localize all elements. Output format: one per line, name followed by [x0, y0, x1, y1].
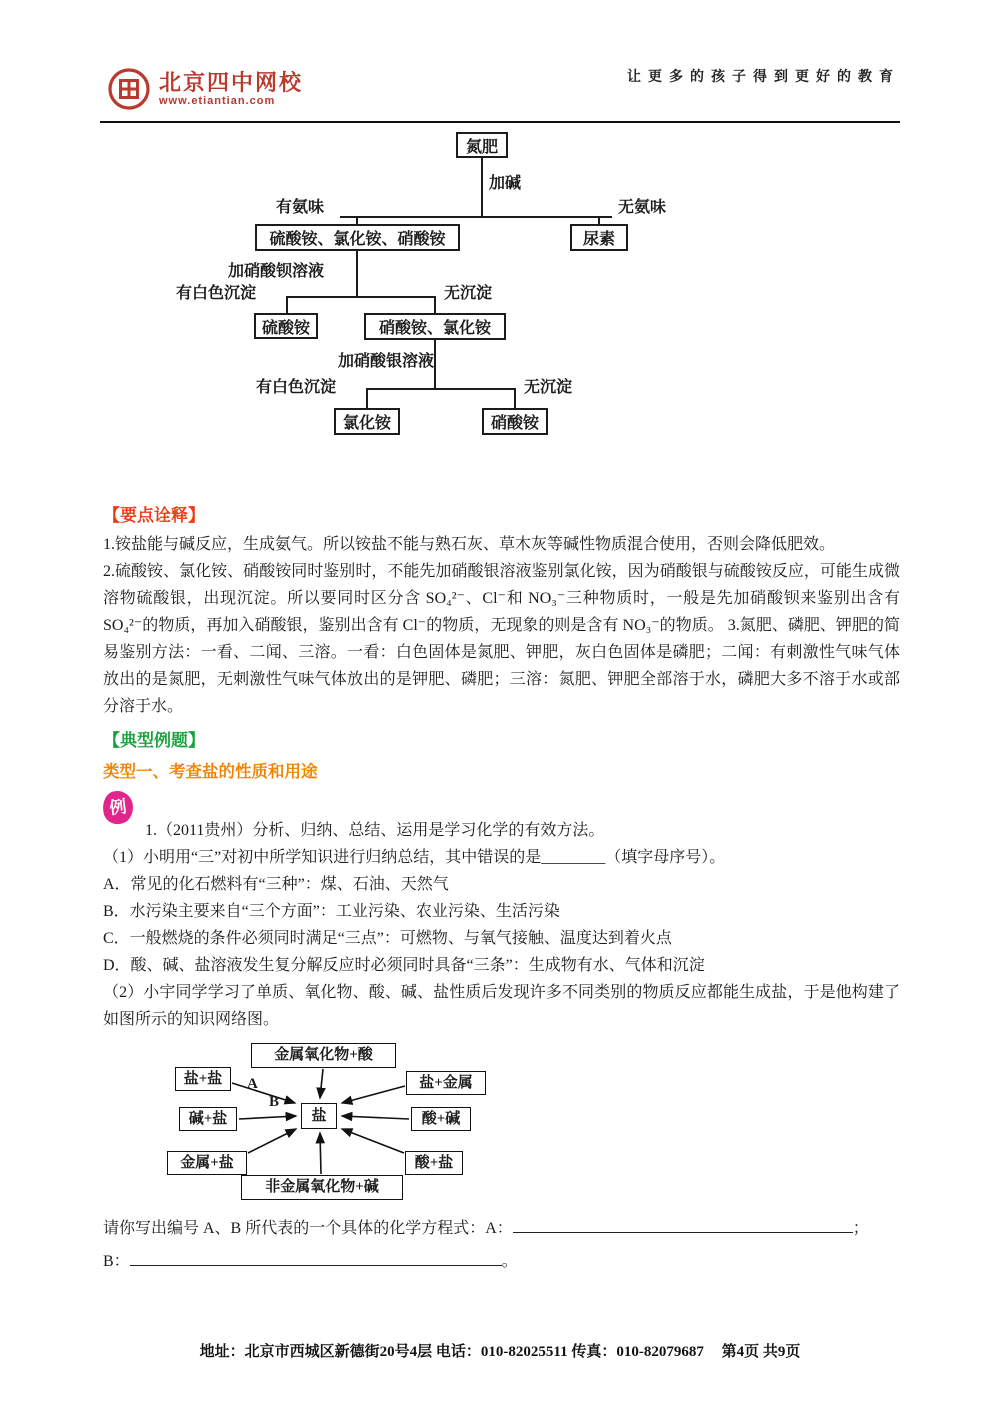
- connector-line: [514, 388, 516, 408]
- net-box-salt-salt: 盐+盐: [175, 1067, 231, 1091]
- net-box-acid-salt: 酸+盐: [405, 1151, 463, 1175]
- answer-b-blank: [130, 1249, 502, 1266]
- logo-text: [159, 71, 303, 107]
- net-box-nonmetal-oxide-base: 非金属氧化物+碱: [241, 1175, 403, 1200]
- option-c: C．一般燃烧的条件必须同时满足“三点”：可燃物、与氧气接触、温度达到着火点: [103, 930, 672, 947]
- net-box-metal-salt: 金属+盐: [167, 1151, 247, 1175]
- question-2: （2）小宇同学学习了单质、氧化物、酸、碱、盐性质后发现许多不同类别的物质反应都能生成盐，于是他构建了如图所示的知识网络图。: [103, 984, 900, 1028]
- logo-url: www.etiantian.com: [159, 95, 276, 107]
- flow-box-nitrate-chloride: 硝酸铵、氯化铵: [364, 313, 506, 340]
- connector-line: [286, 296, 436, 298]
- footer-contact: 地址：北京市西城区新德街20号4层 电话：010-82025511 传真：010-82079687: [199, 1344, 704, 1360]
- answer-b-prompt: B：: [103, 1253, 130, 1270]
- answer-line-a: [103, 1215, 900, 1242]
- connector-line: [434, 340, 436, 388]
- connector-line: [434, 296, 436, 313]
- key-point-paragraph: 1.铵盐能与碱反应，生成氨气。所以铵盐不能与熟石灰、草木灰等碱性物质混合使用，否则会降低肥效。: [103, 536, 836, 553]
- header-divider: [100, 121, 900, 123]
- net-box-acid-base: 酸+碱: [411, 1107, 471, 1131]
- connector-line: [598, 216, 600, 224]
- header: [100, 62, 900, 120]
- type1-title: 类型一、考查盐的性质和用途: [103, 762, 318, 781]
- flow-box-urea: 尿素: [570, 224, 628, 251]
- answer-a-prompt: 请你写出编号 A、B 所代表的一个具体的化学方程式：A：: [103, 1220, 513, 1237]
- typical-examples-title: 【典型例题】: [103, 731, 205, 750]
- connector-line: [481, 158, 483, 216]
- flow-label-white-precipitate-1: 有白色沉淀: [176, 285, 257, 302]
- flow-box-ammonium-sulfate: 硫酸铵: [254, 313, 318, 339]
- example-block: [103, 791, 900, 844]
- key-point-paragraph: 2.硫酸铵、氯化铵、硝酸铵同时鉴别时，不能先加硝酸银溶液鉴别氯化铵，因为硝酸银与硫酸铵反应，可能生成微溶物硫酸银，出现沉淀。所以要同时区分含 SO₄²⁻、Cl⁻和 NO₃⁻三种物质时，一般是先加硝酸钡来鉴别出含有 SO₄²⁻的物质，再加入硝酸银，鉴别出含有 Cl⁻的物质，无现象的则是含有 NO₃⁻的物质。 3.氮肥、磷肥、钾肥的简易鉴别方法：一看、二闻、三溶。一看：白色固体是氮肥、钾肥，灰白色固体是磷肥；二闻：有刺激性气味气体放出的是氮肥，无刺激性气味气体放出的是钾肥、磷肥；三溶：氮肥、钾肥全部溶于水，磷肥大多不溶于水或部分溶于水。: [103, 563, 900, 715]
- flow-box-ammonium-chloride: 氯化铵: [334, 408, 400, 435]
- flow-label-ammonia-smell: 有氨味: [276, 199, 325, 216]
- flow-label-add-silver-nitrate: 加硝酸银溶液: [338, 353, 435, 370]
- net-box-salt-center: 盐: [301, 1103, 337, 1129]
- connector-line: [356, 251, 358, 296]
- connector-line: [340, 216, 612, 218]
- main-content: [103, 502, 900, 1275]
- logo-emblem-icon: [108, 68, 150, 110]
- flow-label-white-precipitate-2: 有白色沉淀: [256, 379, 337, 396]
- answer-a-punct: ；: [852, 1220, 869, 1237]
- option-d: D．酸、碱、盐溶液发生复分解反应时必须同时具备“三条”：生成物有水、气体和沉淀: [103, 957, 705, 974]
- connector-line: [286, 296, 288, 313]
- connector-line: [356, 216, 358, 224]
- flow-label-add-alkali: 加碱: [489, 175, 522, 192]
- answer-line-b: [103, 1248, 900, 1275]
- logo-title: 北京四中网校: [159, 70, 304, 95]
- connector-line: [366, 388, 368, 408]
- flow-label-no-ammonia-smell: 无氨味: [618, 199, 667, 216]
- net-label-b: B: [269, 1094, 280, 1110]
- flow-box-ammonium-salts: 硫酸铵、氯化铵、硝酸铵: [255, 224, 460, 251]
- net-box-salt-metal: 盐+金属: [406, 1071, 486, 1095]
- key-points-title: 【要点诠释】: [103, 506, 205, 525]
- net-box-base-salt: 碱+盐: [179, 1107, 237, 1131]
- footer-page-number: 第4页 共9页: [721, 1344, 801, 1360]
- question-1: （1）小明用“三”对初中所学知识进行归纳总结，其中错误的是________（填字母序号）。: [103, 849, 726, 866]
- salt-network-diagram: [163, 1043, 503, 1215]
- flow-label-add-barium-nitrate: 加硝酸钡溶液: [228, 263, 325, 280]
- logo: [108, 68, 303, 110]
- footer: [0, 1340, 1000, 1361]
- answer-a-blank: [513, 1216, 853, 1233]
- example-intro: 1.（2011贵州）分析、归纳、总结、运用是学习化学的有效方法。: [145, 822, 605, 839]
- header-slogan: 让更多的孩子得到更好的教育: [627, 68, 900, 84]
- flow-label-no-precipitate-1: 无沉淀: [444, 285, 493, 302]
- fertilizer-flowchart: [0, 130, 1000, 442]
- option-a: A．常见的化石燃料有“三种”：煤、石油、天然气: [103, 876, 449, 893]
- flow-box-root: 氮肥: [456, 132, 508, 158]
- net-label-a: A: [247, 1076, 258, 1092]
- flow-box-ammonium-nitrate: 硝酸铵: [482, 408, 548, 435]
- option-b: B．水污染主要来自“三个方面”：工业污染、农业污染、生活污染: [103, 903, 560, 920]
- flow-label-no-precipitate-2: 无沉淀: [524, 379, 573, 396]
- net-box-metal-oxide-acid: 金属氧化物+酸: [251, 1043, 396, 1068]
- answer-b-punct: 。: [501, 1253, 518, 1270]
- connector-line: [366, 388, 516, 390]
- example-badge: 例: [101, 789, 135, 825]
